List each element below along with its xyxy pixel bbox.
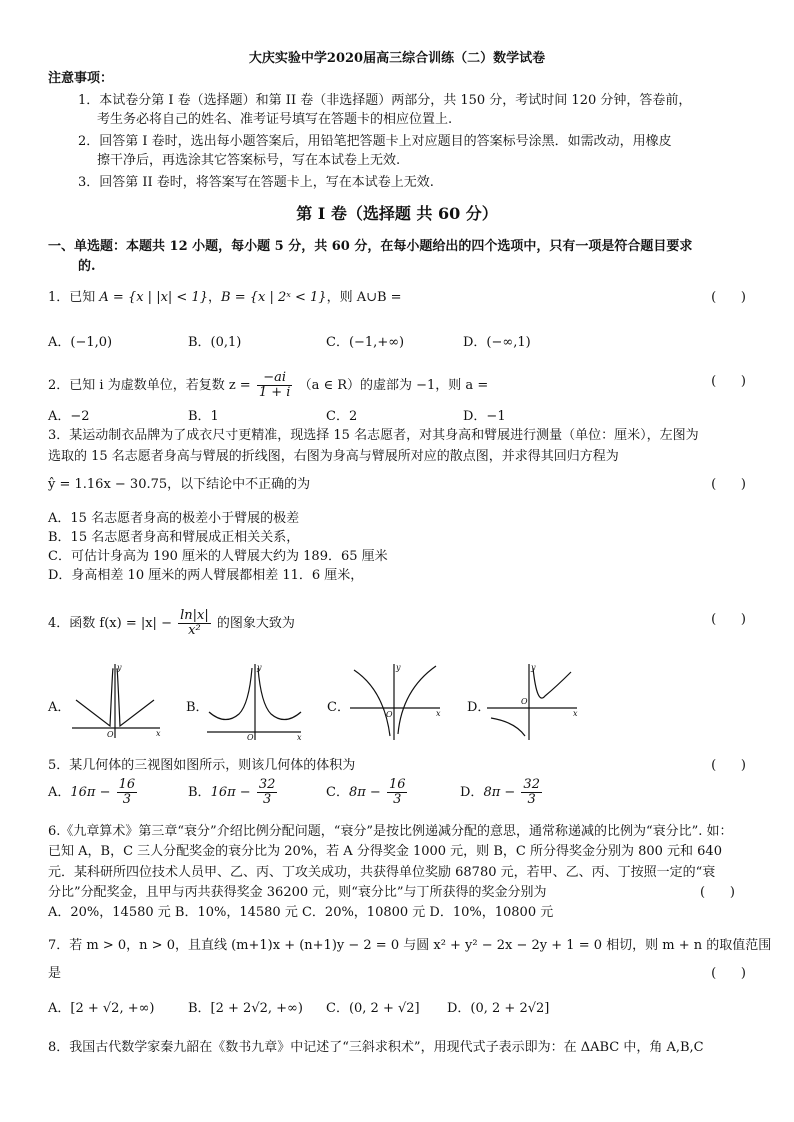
q2-prefix: 2．已知 i 为虚数单位，若复数 z = <box>48 378 251 393</box>
q4-b-axis-x: x <box>297 733 302 742</box>
q4-graph-b <box>205 660 305 742</box>
q4-d-axis-y: y <box>531 663 536 672</box>
q5-b-pre: 16π − <box>210 785 251 800</box>
q5-c-num: 16 <box>388 777 406 792</box>
q5-d-label: D． <box>460 785 484 800</box>
question-3-line-2: 选取的 15 名志愿者身高与臂展的折线图，右图为身高与臂展所对应的散点图，并求得其回归方程为 <box>48 449 619 464</box>
q5-b-num: 32 <box>258 777 276 792</box>
q1-set-b: B = {x | 2ˣ < 1} <box>221 290 327 305</box>
q3-option-a: A．15 名志愿者身高的极差小于臂展的极差 <box>48 511 300 526</box>
q5-b-label: B． <box>188 785 211 800</box>
q2-frac-den: 1 + i <box>258 385 291 400</box>
q7-option-c: C．(0, 2 + √2] <box>326 1001 420 1016</box>
question-3-line-1: 3．某运动制衣品牌为了成衣尺寸更精准，现选择 15 名志愿者，对其身高和臂展进行测量（单位：厘米），左图为 <box>48 428 699 443</box>
q4-graph-d <box>485 660 581 742</box>
section-title: 第 I 卷（选择题 共 60 分） <box>296 204 498 223</box>
q3-option-b: B．15 名志愿者身高和臂展成正相关关系， <box>48 530 300 545</box>
q2-fraction <box>257 371 293 400</box>
question-3-equation: ŷ = 1.16x − 30.75，以下结论中不正确的为 <box>48 477 311 492</box>
question-4 <box>48 609 295 638</box>
q2-option-b: B．1 <box>188 409 219 424</box>
q4-d-origin: O <box>521 697 528 706</box>
q5-d-pre: 8π − <box>483 785 516 800</box>
q2-option-a: A．−2 <box>48 409 90 424</box>
q5-c-pre: 8π − <box>348 785 381 800</box>
question-6-line-2: 已知 A，B，C 三人分配奖金的衰分比为 20%，若 A 分得奖金 1000 元，则 B，C 所分得奖金分别为 800 元和 640 <box>48 844 722 859</box>
question-7-line-1: 7．若 m > 0，n > 0，且直线 (m+1)x + (n+1)y − 2 = 0 与圆 x² + y² − 2x − 2y + 1 = 0 相切，则 m + n 的取值范围 <box>48 938 772 953</box>
page-title: 大庆实验中学2020届高三综合训练（二）数学试卷 <box>248 51 546 66</box>
q5-c-frac <box>387 778 408 807</box>
q5-a-den: 3 <box>122 792 132 807</box>
q4-option-b-label: B． <box>186 700 209 715</box>
q1-mid: ， <box>208 290 222 305</box>
q4-frac-num: ln|x| <box>180 608 209 623</box>
q1-option-c: C．(−1,+∞) <box>326 335 405 350</box>
notice-heading: 注意事项： <box>48 71 114 86</box>
section-instruction-cont: 的. <box>78 259 96 274</box>
q1-set-a: A = {x | |x| < 1} <box>99 290 208 305</box>
q2-frac-num: −ai <box>257 371 293 386</box>
q4-option-d-label: D． <box>467 700 491 715</box>
q5-c-label: C． <box>326 785 349 800</box>
q4-graph-a <box>70 660 166 742</box>
q5-a-label: A． <box>48 785 71 800</box>
q4-b-origin: O <box>247 733 254 742</box>
q5-b-den: 3 <box>262 792 272 807</box>
question-2 <box>48 371 488 400</box>
q4-c-axis-y: y <box>396 663 401 672</box>
q4-a-axis-x: x <box>156 729 161 738</box>
q4-frac-den: x² <box>188 623 201 638</box>
q2-option-d: D．−1 <box>463 409 506 424</box>
q5-c-den: 3 <box>393 792 402 807</box>
q4-d-axis-x: x <box>573 709 578 718</box>
q5-answer-paren: ( ) <box>711 758 746 773</box>
q5-a-frac <box>117 778 138 807</box>
q4-option-a-label: A． <box>48 700 71 715</box>
q4-option-c-label: C． <box>327 700 350 715</box>
q7-option-b: B．[2 + 2√2, +∞) <box>188 1001 303 1016</box>
q3-option-c: C．可估计身高为 190 厘米的人臂展大约为 189．65 厘米 <box>48 549 388 564</box>
q2-answer-paren: ( ) <box>711 374 746 389</box>
question-7-line-2: 是 <box>48 966 62 981</box>
q5-b-frac <box>257 778 278 807</box>
q4-graph-c <box>348 660 444 742</box>
q4-prefix: 4．函数 f(x) = |x| − <box>48 616 172 631</box>
q3-option-d: D．身高相差 10 厘米的两人臂展都相差 11．6 厘米， <box>48 568 364 583</box>
q7-answer-paren: ( ) <box>711 966 746 981</box>
notice-item-3: 3．回答第 II 卷时，将答案写在答题卡上，写在本试卷上无效. <box>78 175 434 190</box>
q4-a-origin: O <box>107 730 114 739</box>
q5-option-a <box>48 778 139 807</box>
q1-prefix: 1．已知 <box>48 290 100 305</box>
question-1 <box>48 289 402 307</box>
q5-a-num: 16 <box>118 777 136 792</box>
question-6-line-3: 元．某科研所四位技术人员甲、乙、丙、丁攻关成功，共获得单位奖励 68780 元，若甲、乙、丙、丁按照一定的“衰 <box>48 865 716 880</box>
q5-a-pre: 16π − <box>70 785 111 800</box>
notice-item-2-cont: 擦干净后，再选涂其它答案标号，写在本试卷上无效. <box>97 153 401 168</box>
q4-c-origin: O <box>386 710 393 719</box>
notice-item-2: 2．回答第 I 卷时，选出每小题答案后，用铅笔把答题卡上对应题目的答案标号涂黑．如需改动，用橡皮 <box>78 134 672 149</box>
q4-a-axis-y: y <box>117 663 122 672</box>
q1-option-a: A．(−1,0) <box>48 335 113 350</box>
question-6-line-1: 6.《九章算术》第三章“衰分”介绍比例分配问题，“衰分”是按比例递减分配的意思，通常称递减的比例为“衰分比”. 如： <box>48 824 733 839</box>
notice-item-1-cont: 考生务必将自己的姓名、准考证号填写在答题卡的相应位置上. <box>97 112 453 127</box>
question-5: 5．某几何体的三视图如图所示，则该几何体的体积为 <box>48 758 356 773</box>
q5-d-frac <box>521 778 542 807</box>
q5-option-d <box>460 778 544 807</box>
q1-answer-paren: ( ) <box>711 290 746 305</box>
q6-options: A．20%，14580 元 B．10%，14580 元 C．20%，10800 元 D．10%，10800 元 <box>48 905 554 920</box>
q4-tail: 的图象大致为 <box>216 616 295 631</box>
q4-fraction <box>178 609 211 638</box>
q1-option-d: D．(−∞,1) <box>463 335 531 350</box>
q4-answer-paren: ( ) <box>711 612 746 627</box>
q1-tail: ，则 A∪B = <box>326 290 402 305</box>
q2-tail: （a ∈ R）的虚部为 −1，则 a = <box>298 378 489 393</box>
q6-answer-paren: ( ) <box>700 885 735 900</box>
question-6-line-4: 分比”分配奖金，且甲与丙共获得奖金 36200 元，则“衰分比”与丁所获得的奖金分别为 <box>48 885 547 900</box>
notice-item-1: 1．本试卷分第 I 卷（选择题）和第 II 卷（非选择题）两部分，共 150 分，考试时间 120 分钟，答卷前， <box>78 93 692 108</box>
q5-d-den: 3 <box>527 792 536 807</box>
section-instruction: 一、单选题：本题共 12 小题，每小题 5 分，共 60 分，在每小题给出的四个选项中，只有一项是符合题目要求 <box>48 239 693 254</box>
q7-option-a: A．[2 + √2, +∞) <box>48 1001 155 1016</box>
question-8-line-1: 8．我国古代数学家秦九韶在《数书九章》中记述了“三斜求积术”，用现代式子表示即为：在 ΔABC 中，角 A,B,C <box>48 1040 704 1055</box>
q4-b-axis-y: y <box>257 663 262 672</box>
q5-option-b <box>188 778 279 807</box>
q2-option-c: C．2 <box>326 409 358 424</box>
q1-option-b: B．(0,1) <box>188 335 242 350</box>
q5-option-c <box>326 778 409 807</box>
q3-answer-paren: ( ) <box>711 477 746 492</box>
q7-option-d: D．(0, 2 + 2√2] <box>447 1001 550 1016</box>
q5-d-num: 32 <box>523 777 540 792</box>
q4-c-axis-x: x <box>436 709 441 718</box>
